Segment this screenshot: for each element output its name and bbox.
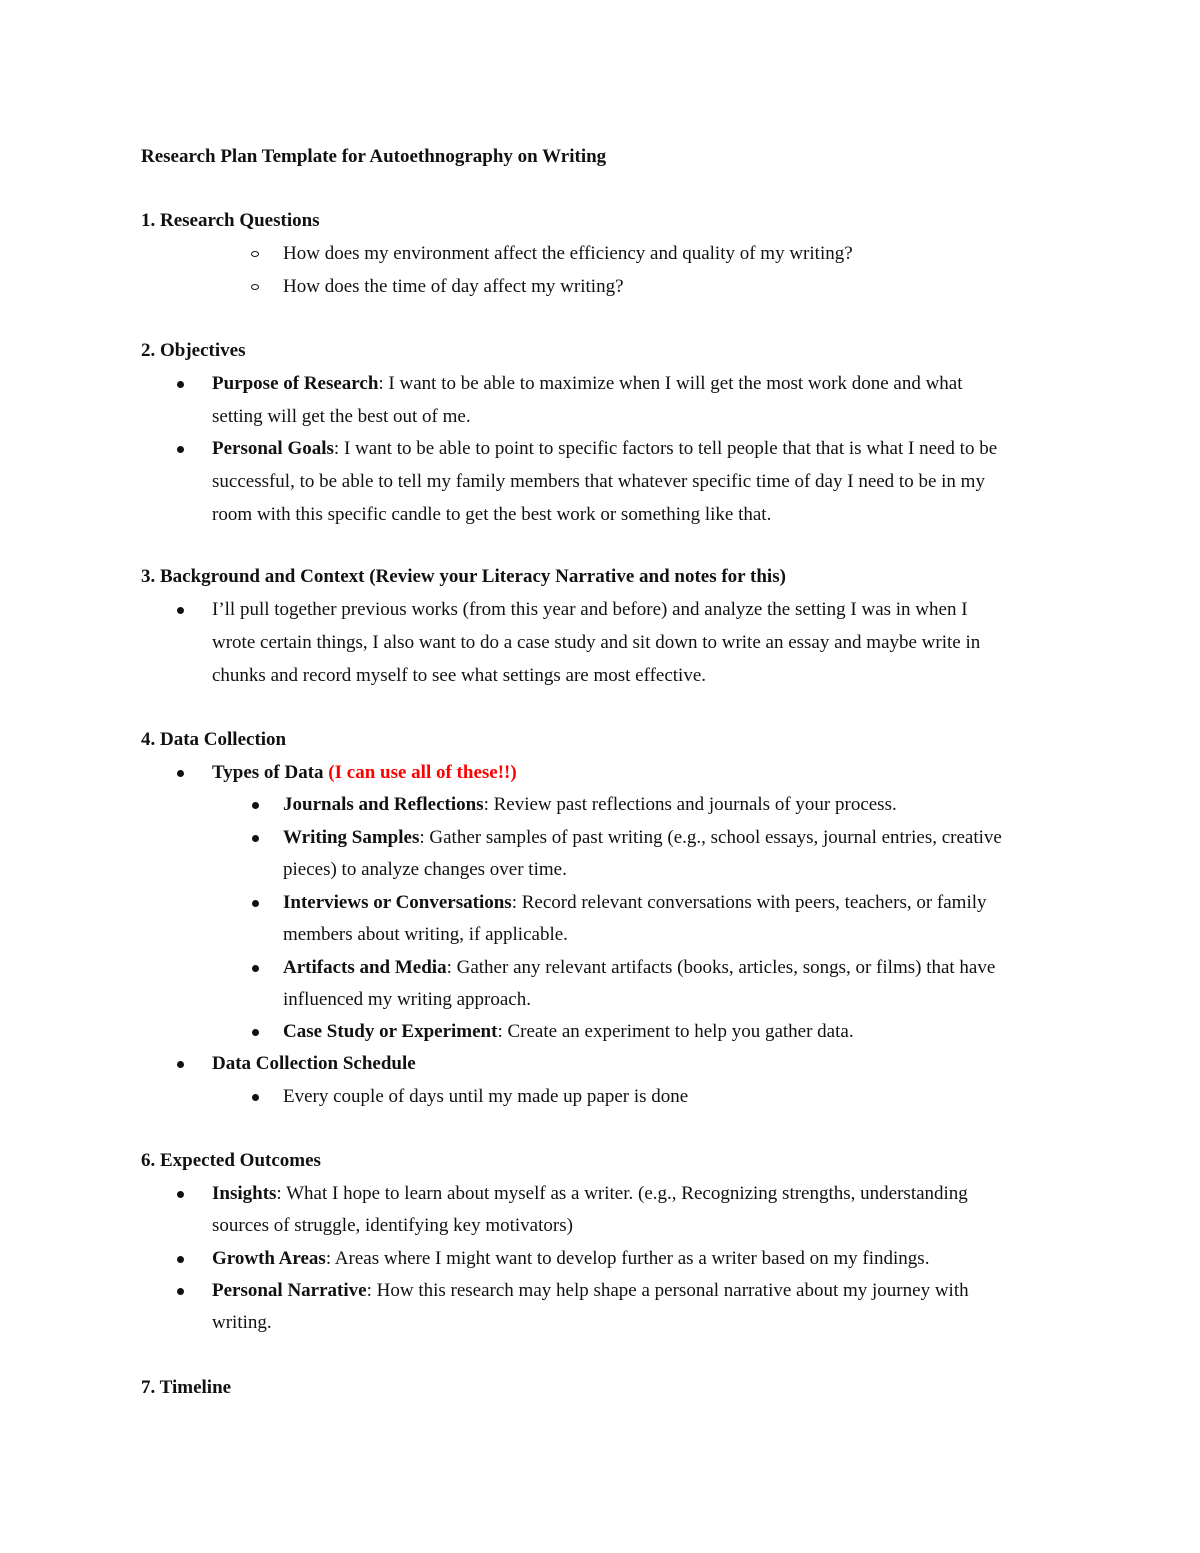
bullet-icon — [177, 770, 184, 777]
section-timeline-heading: 7. Timeline — [141, 1377, 232, 1398]
bullet-icon — [177, 446, 184, 453]
outcome-insights-line-2: sources of struggle, identifying key motivators) — [212, 1215, 573, 1236]
objective-purpose-line-1: Purpose of Research: I want to be able to maximize when I will get the most work done and what — [212, 373, 963, 394]
objective-goals-line-2: successful, to be able to tell my family members that whatever specific time of day I need to be in my — [212, 471, 985, 492]
schedule-detail-item: Every couple of days until my made up paper is done — [283, 1086, 689, 1107]
background-line-2: wrote certain things, I also want to do a case study and sit down to write an essay and maybe write in — [212, 632, 981, 653]
data-artifacts-line-2: influenced my writing approach. — [283, 989, 531, 1010]
research-question-2: How does the time of day affect my writing? — [283, 276, 624, 297]
data-interviews-line-1: Interviews or Conversations: Record relevant conversations with peers, teachers, or family — [283, 892, 987, 913]
types-of-data-item: Types of Data (I can use all of these!!) — [212, 762, 517, 783]
research-question-1: How does my environment affect the efficiency and quality of my writing? — [283, 243, 853, 264]
bullet-icon — [252, 900, 259, 907]
objective-goals-line-3: room with this specific candle to get the best work or something like that. — [212, 504, 772, 525]
background-line-3: chunks and record myself to see what settings are most effective. — [212, 665, 707, 686]
section-objectives-heading: 2. Objectives — [141, 340, 246, 361]
data-samples-line-2: pieces) to analyze changes over time. — [283, 859, 567, 880]
data-journals-item: Journals and Reflections: Review past reflections and journals of your process. — [283, 794, 897, 815]
bullet-icon — [252, 1094, 259, 1101]
objective-purpose-line-2: setting will get the best out of me. — [212, 406, 471, 427]
objective-goals-line-1: Personal Goals: I want to be able to point to specific factors to tell people that that is what I need to be — [212, 438, 998, 459]
bullet-icon — [252, 1029, 259, 1036]
outcome-insights-line-1: Insights: What I hope to learn about myself as a writer. (e.g., Recognizing strengths, understanding — [212, 1183, 968, 1204]
section-background-heading: 3. Background and Context (Review your Literacy Narrative and notes for this) — [141, 566, 786, 587]
outcome-narrative-line-1: Personal Narrative: How this research may help shape a personal narrative about my journey with — [212, 1280, 969, 1301]
bullet-icon — [252, 802, 259, 809]
bullet-icon — [177, 381, 184, 388]
types-of-data-note: (I can use all of these!!) — [328, 762, 517, 783]
data-samples-line-1: Writing Samples: Gather samples of past writing (e.g., school essays, journal entries, creative — [283, 827, 1002, 848]
outcome-narrative-line-2: writing. — [212, 1312, 272, 1333]
bullet-icon — [177, 1288, 184, 1295]
bullet-icon — [252, 835, 259, 842]
bullet-icon — [252, 965, 259, 972]
section-expected-outcomes-heading: 6. Expected Outcomes — [141, 1150, 321, 1171]
data-artifacts-line-1: Artifacts and Media: Gather any relevant artifacts (books, articles, songs, or films) that have — [283, 957, 996, 978]
section-data-collection-heading: 4. Data Collection — [141, 729, 287, 750]
outcome-growth-item: Growth Areas: Areas where I might want to develop further as a writer based on my findings. — [212, 1248, 930, 1269]
bullet-icon — [177, 1256, 184, 1263]
background-line-1: I’ll pull together previous works (from this year and before) and analyze the setting I was in when I — [212, 599, 968, 620]
hollow-bullet-icon — [251, 284, 259, 290]
section-research-questions-heading: 1. Research Questions — [141, 210, 320, 231]
bullet-icon — [177, 607, 184, 614]
bullet-icon — [177, 1061, 184, 1068]
bullet-icon — [177, 1191, 184, 1198]
data-collection-schedule-item: Data Collection Schedule — [212, 1053, 416, 1074]
document-title: Research Plan Template for Autoethnography on Writing — [141, 146, 607, 167]
data-interviews-line-2: members about writing, if applicable. — [283, 924, 568, 945]
data-case-study-item: Case Study or Experiment: Create an experiment to help you gather data. — [283, 1021, 854, 1042]
hollow-bullet-icon — [251, 251, 259, 257]
